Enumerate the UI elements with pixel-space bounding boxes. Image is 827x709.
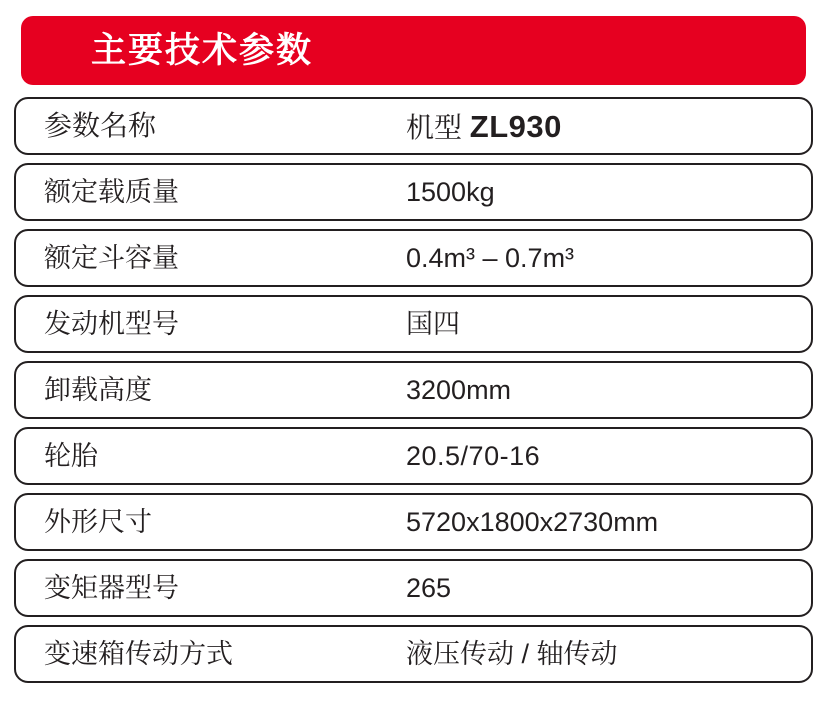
row-label: 发动机型号 [44,308,179,339]
row-label: 轮胎 [44,440,98,471]
row-label: 变矩器型号 [44,572,179,603]
table-row [14,427,813,485]
table-row [14,493,813,551]
row-label: 额定斗容量 [44,242,179,273]
row-label: 外形尺寸 [44,506,152,537]
table-row [14,559,813,617]
row-value: 液压传动 / 轴传动 [406,638,618,669]
model-value: ZL930 [469,108,562,144]
table-row [14,625,813,683]
model-label: 机型 [406,111,470,143]
page-title: 主要技术参数 [91,31,314,70]
row-label: 额定载质量 [44,176,179,207]
row-value: 265 [406,572,452,603]
table-row [14,229,813,287]
row-value: 0.4m³ – 0.7m³ [406,242,575,273]
table-row [14,295,813,353]
table-header-value [406,108,811,144]
row-value: 3200mm [406,374,512,405]
row-label: 变速箱传动方式 [44,638,233,669]
row-value: 国四 [406,308,460,339]
row-value: 5720x1800x2730mm [406,506,659,537]
table-row [14,163,813,221]
table-header-name: 参数名称 [44,110,157,141]
row-value: 1500kg [406,176,495,207]
specifications-table [14,97,813,683]
table-row [14,361,813,419]
row-label: 卸载高度 [44,374,152,405]
table-header-row [14,97,813,155]
section-title-bar [21,16,806,85]
row-value: 20.5/70-16 [406,440,541,471]
